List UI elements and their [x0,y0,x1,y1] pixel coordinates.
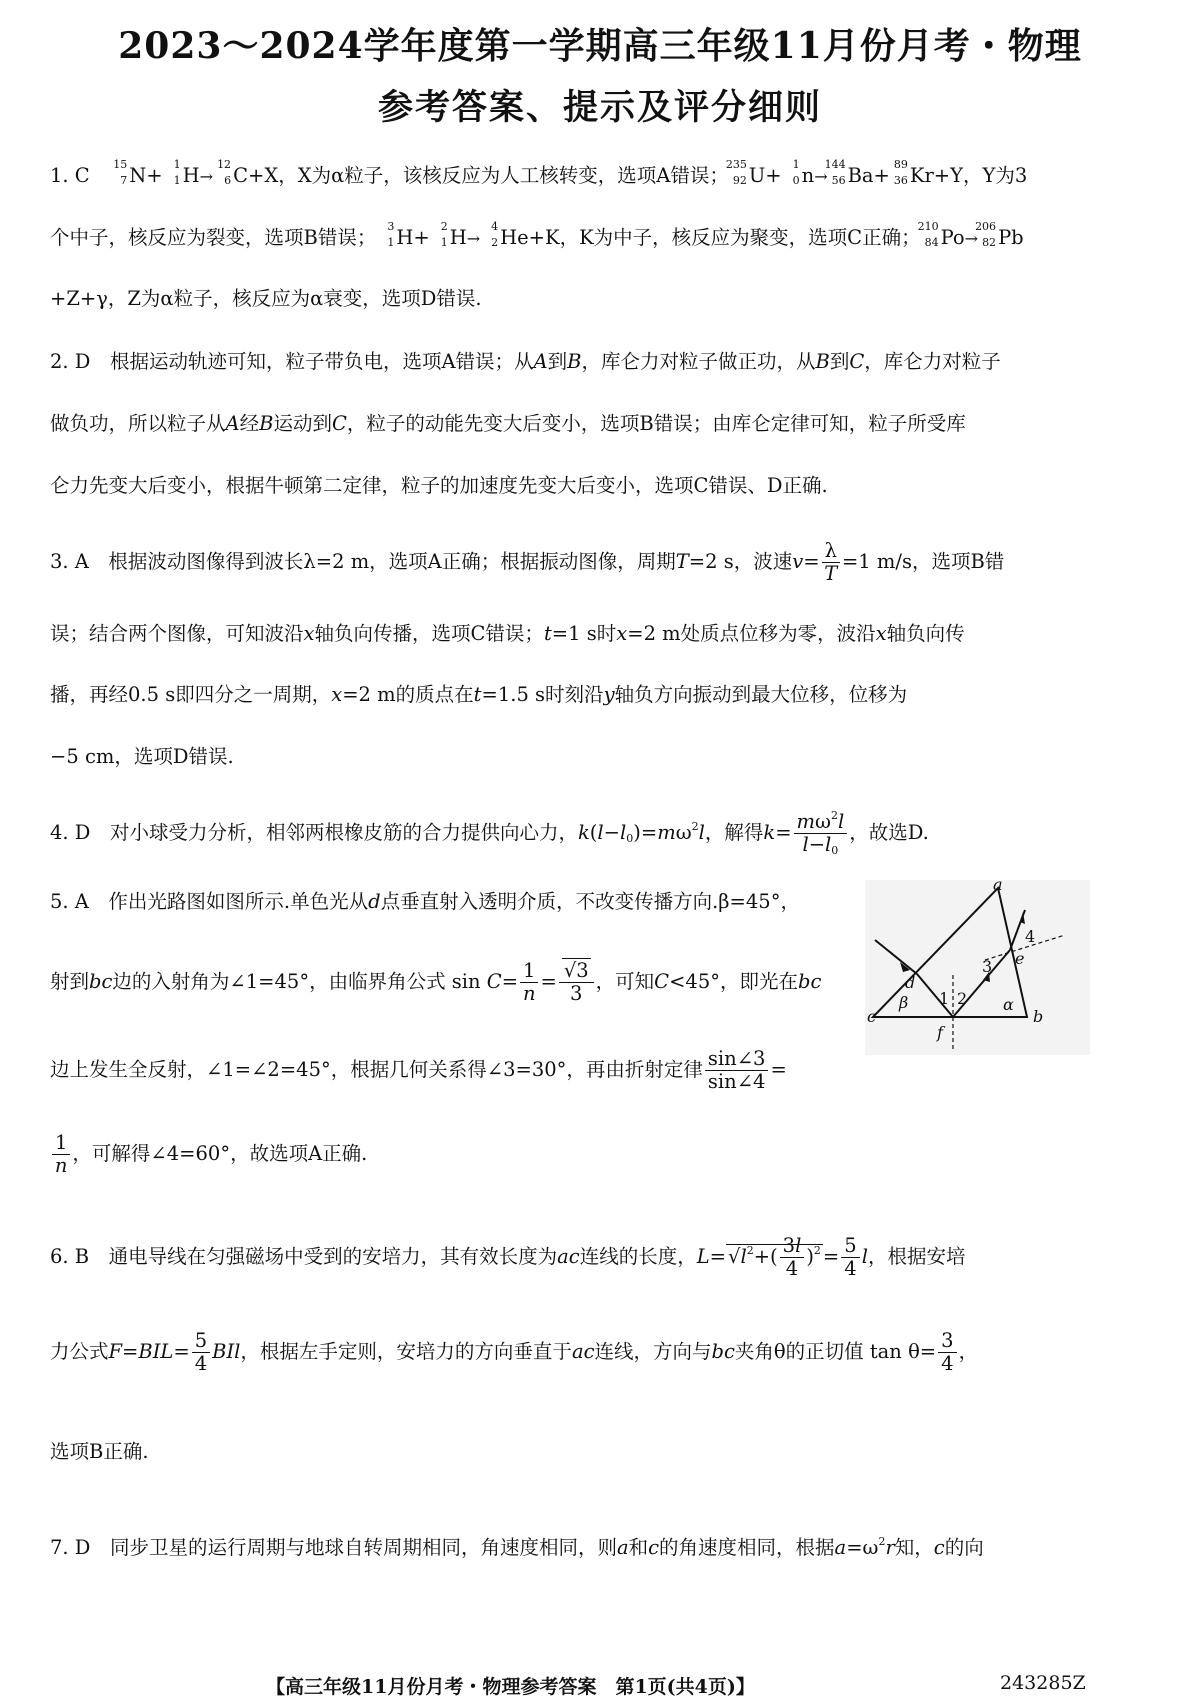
answer-3-line-1: 3. A 根据波动图像得到波长λ=2 m，选项A正确；根据振动图像，周期T=2 s，波速v= $\frac{\lambda}{T}$ =1 m/s，选项B错 [50,539,1005,585]
answer-7-line-1: 7. D 同步卫星的运行周期与地球自转周期相同，角速度相同，则a和c的角速度相同，根据$a=\omega^2r$知，c的向 [50,1535,984,1559]
label-d: d [905,973,916,992]
answer-3-line-3: 播，再经0.5 s即四分之一周期，x=2 m的质点在t=1.5 s时刻沿y轴负方向振动到最大位移，位移为 [50,683,908,706]
answer-1-line-2: 个中子，核反应为裂变，选项B错误； 3 1 H+ 2 1 H→ 4 2 He+K，K为中子，核反应为聚变，选项C正确； 210 84 Po→ 206 82 Pb [50,220,1024,249]
answer-2-line-2: 做负功，所以粒子从A经B运动到C，粒子的动能先变大后变小，选项B错误；由库仑定律可知，粒子所受库 [50,412,966,435]
answer-4-line-1: 4. D 对小球受力分析，相邻两根橡皮筋的合力提供向心力，$k(l-l_0)=m\omega^2l$，解得k= $\frac{m\omega^2l}{l-l_0}$ ，故选D. [50,805,929,862]
label-c: c [867,1007,876,1026]
page-footer: 【高三年级11月份月考・物理参考答案 第1页(共4页)】 [266,1676,755,1698]
label-alpha: α [1003,995,1014,1014]
answer-1-line-3: +Z+γ，Z为α粒子，核反应为α衰变，选项D错误. [50,287,482,310]
page-title: 2023～2024学年度第一学期高三年级11月份月考・物理 [118,25,1082,67]
label-a: a [993,880,1003,894]
light-path-figure [865,880,1090,1055]
label-2: 2 [957,989,968,1008]
answer-3-line-2: 误；结合两个图像，可知波沿x轴负向传播，选项C错误；t=1 s时x=2 m处质点位移为零，波沿x轴负向传 [50,622,965,645]
label-3: 3 [982,957,993,976]
label-b: b [1033,1007,1044,1026]
answer-5-line-1: 5. A 作出光路图如图所示.单色光从d点垂直射入透明介质，不改变传播方向.β=45°， [50,890,800,913]
answer-2-line-1: 2. D 根据运动轨迹可知，粒子带负电，选项A错误；从A到B，库仑力对粒子做正功，从B到C，库仑力对粒子 [50,350,1001,373]
answer-3-line-4: −5 cm，选项D错误. [50,745,234,768]
answer-5-line-2: 射到bc边的入射角为∠1=45°，由临界角公式 sin C= $\frac{1}{n}$ = $\frac{√3}{3}$ ，可知C<45°，即光在bc [50,959,822,1005]
answer-2-line-3: 仑力先变大后变小，根据牛顿第二定律，粒子的加速度先变大后变小，选项C错误、D正确. [50,474,828,497]
label-1: 1 [939,989,950,1008]
answer-1-line-1: 1. C 15 7 N+ 1 1 H→ 12 6 C+X，X为α粒子，该核反应为人工核转变，选项A错误； 235 92 U+ 1 0 n→ 144 56 Ba+ 89 36 Kr+Y，Y为3 [50,158,1028,187]
label-beta: β [899,993,909,1012]
document-code: 243285Z [1000,1672,1086,1694]
answer-6-line-1: 6. B 通电导线在匀强磁场中受到的安培力，其有效长度为ac连线的长度，$L= √l^2+$( $\frac{3l}{4}$ )$^2$ = $\frac{5}{4}$ l，根据安培 [50,1234,966,1280]
page-subtitle: 参考答案、提示及评分细则 [377,87,822,128]
incident-ray [875,940,917,974]
label-e: e [1015,949,1025,968]
answer-6-line-2: 力公式F=BIL= $\frac{5}{4}$ BIl，根据左手定则，安培力的方向垂直于ac连线，方向与bc夹角θ的正切值 tan θ= $\frac{3}{4}$ ， [50,1329,979,1375]
label-4: 4 [1025,927,1036,946]
answer-5-line-3: 边上发生全反射，∠1=∠2=45°，根据几何关系得∠3=30°，再由折射定律 $\frac{\sin\angle 3}{\sin\angle 4}$ = [50,1047,787,1093]
answer-5-line-4: $\frac{1}{n}$ ，可解得∠4=60°，故选项A正确. [50,1132,367,1177]
answer-6-line-3: 选项B正确. [50,1440,149,1463]
label-f: f [937,1023,943,1042]
